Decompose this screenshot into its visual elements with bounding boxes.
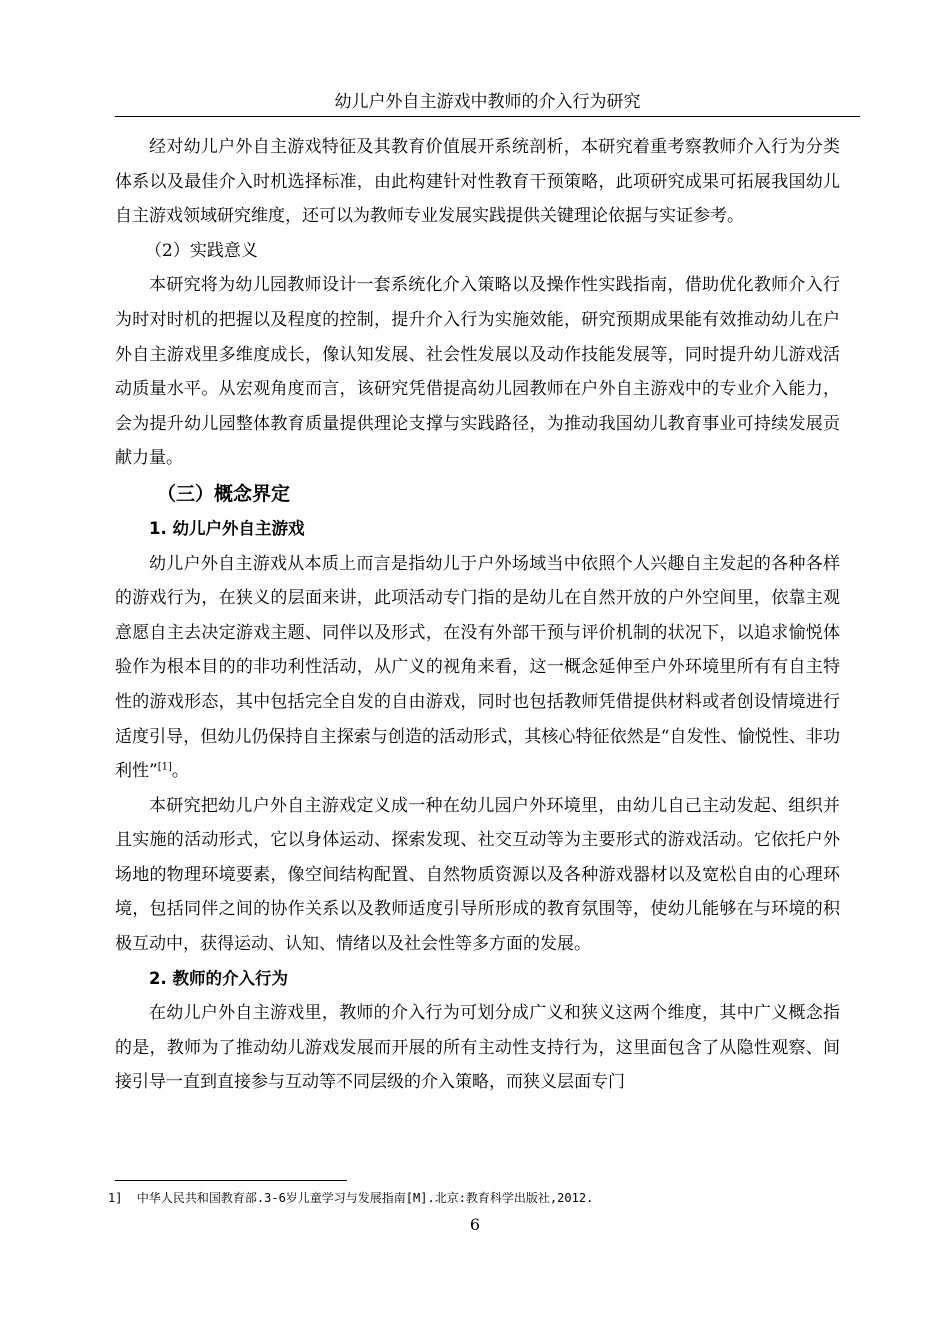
subheading-practical-significance: （2）实践意义 — [145, 240, 258, 261]
heading-outdoor-autonomous-play: 1. 幼儿户外自主游戏 — [149, 518, 305, 538]
header-rule — [115, 116, 860, 117]
body-text — [115, 130, 840, 1100]
paragraph-intervention-definition: 在幼儿户外自主游戏里，教师的介入行为可划分成广义和狭义这两个维度，其中广义概念指的是，教师为了推动幼儿游戏发展而开展的所有主动性支持行为，这里面包含了从隐性观察、间接引导一直到直接参与互动等不同层级的介入策略，而狭义层面专门 — [115, 1003, 840, 1093]
paragraph-practical-significance: 本研究将为幼儿园教师设计一套系统化介入策略以及操作性实践指南，借助优化教师介入行为时对时机的把握以及程度的控制，提升介入行为实施效能，研究预期成果能有效推动幼儿在户外自主游戏里多维度成长，像认知发展、社会性发展以及动作技能发展等，同时提升幼儿游戏活动质量水平。从宏观角度而言，该研究凭借提高幼儿园教师在户外自主游戏中的专业介入能力，会为提升幼儿园整体教育质量提供理论支撑与实践路径，为推动我国幼儿教育事业可持续发展贡献力量。 — [115, 275, 840, 469]
running-header: 幼儿户外自主游戏中教师的介入行为研究 — [334, 92, 641, 112]
paragraph-play-definition — [115, 547, 840, 789]
paragraph-play-definition-end: 。 — [171, 761, 189, 782]
footnote — [108, 1190, 868, 1206]
footnote-marker: 1] — [108, 1191, 123, 1205]
footnote-text: 中华人民共和国教育部.3-6岁儿童学习与发展指南[M].北京:教育科学出版社,2012. — [136, 1191, 594, 1205]
section-heading-concept-definition: （三）概念界定 — [157, 482, 291, 505]
paragraph-play-definition-text: 幼儿户外自主游戏从本质上而言是指幼儿于户外场域当中依照个人兴趣自主发起的各种各样的游戏行为，在狭义的层面来讲，此项活动专门指的是幼儿在自然开放的户外空间里，依靠主观意愿自主去决定游戏主题、同伴以及形式，在没有外部干预与评价机制的状况下，以追求愉悦体验作为根本目的的非功利性活动，从广义的视角来看，这一概念延伸至户外环境里所有有自主特性的游戏形态，其中包括完全自发的自由游戏，同时也包括教师凭借提供材料或者创设情境进行适度引导，但幼儿仍保持自主探索与创造的活动形式，其核心特征依然是“自发性、愉悦性、非功利性” — [115, 553, 840, 782]
footnote-rule — [115, 1180, 347, 1181]
page-number: 6 — [469, 1215, 481, 1234]
citation-marker: [1] — [157, 761, 172, 773]
heading-teacher-intervention: 2. 教师的介入行为 — [149, 968, 288, 988]
paragraph-theoretical-significance: 经对幼儿户外自主游戏特征及其教育价值展开系统剖析，本研究着重考察教师介入行为分类体系以及最佳介入时机选择标准，由此构建针对性教育干预策略，此项研究成果可拓展我国幼儿自主游戏领域研究维度，还可以为教师专业发展实践提供关键理论依据与实证参考。 — [115, 137, 840, 227]
paragraph-study-definition: 本研究把幼儿户外自主游戏定义成一种在幼儿园户外环境里，由幼儿自己主动发起、组织并且实施的活动形式，它以身体运动、探索发现、社交互动等为主要形式的游戏活动。它依托户外场地的物理环境要素，像空间结构配置、自然物质资源以及各种游戏器材以及宽松自由的心理环境，包括同伴之间的协作关系以及教师适度引导所形成的教育氛围等，使幼儿能够在与环境的积极互动中，获得运动、认知、情绪以及社会性等多方面的发展。 — [115, 795, 840, 955]
